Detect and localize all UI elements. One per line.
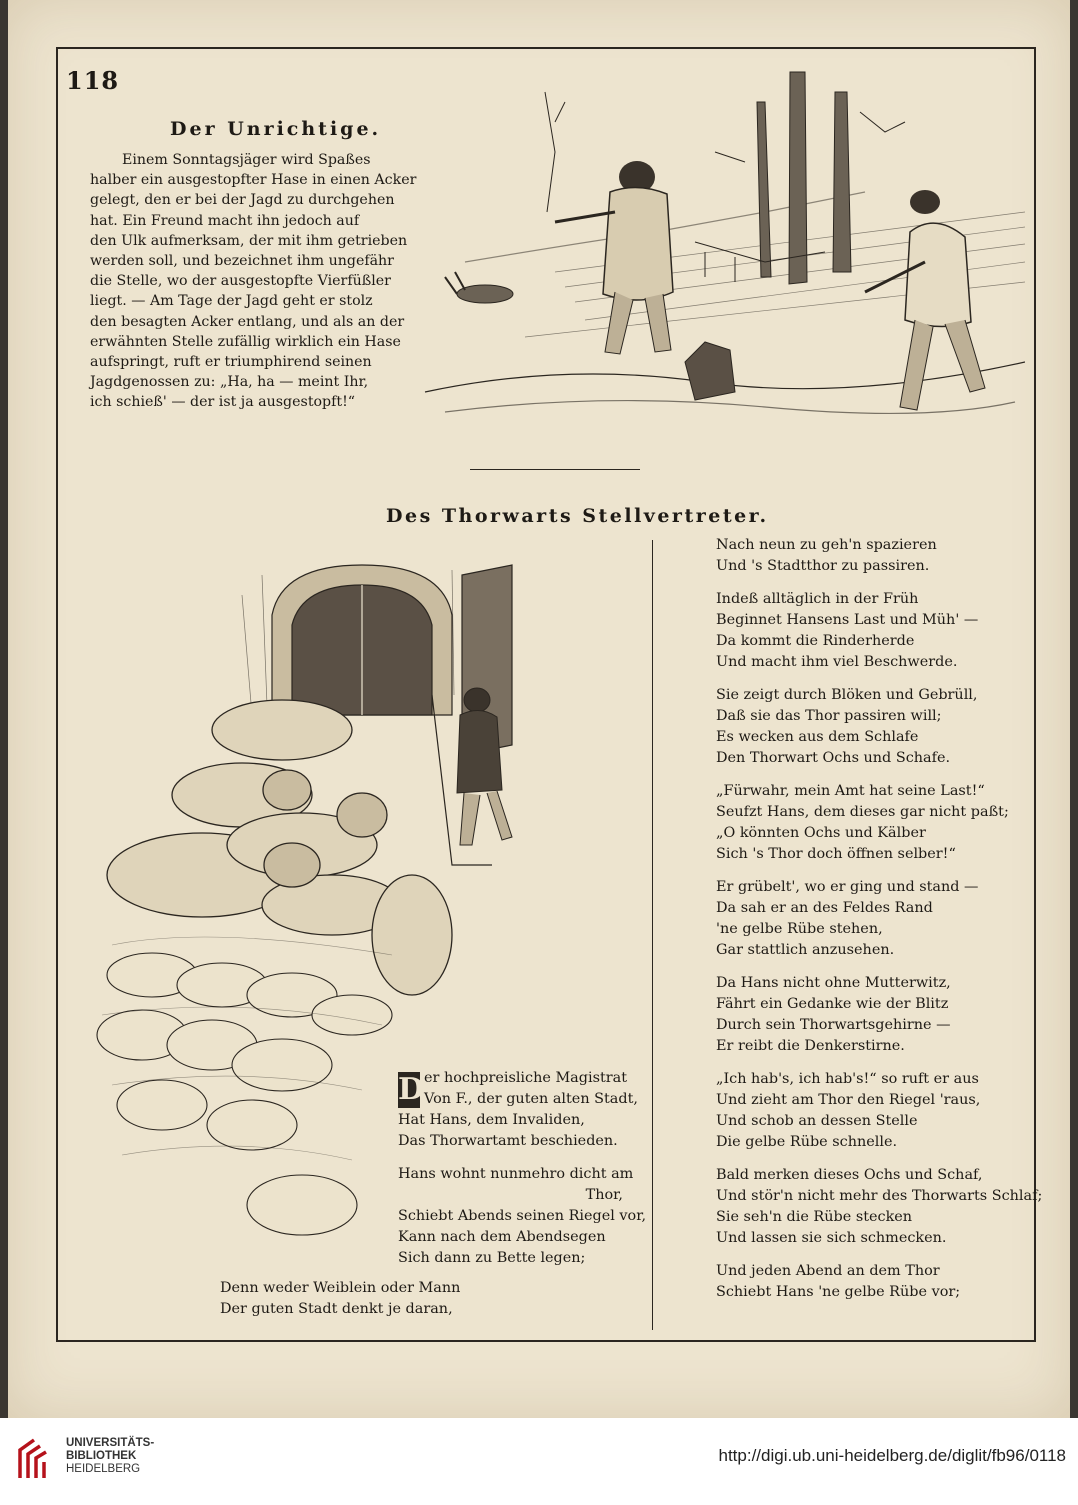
poem-line: Das Thorwartamt beschieden. — [398, 1133, 618, 1149]
poem-line: Schiebt Abends seinen Riegel vor, — [398, 1208, 647, 1224]
poem-line: Da kommt die Rinderherde — [716, 633, 915, 649]
poem-line: Nach neun zu geh'n spazieren — [716, 537, 937, 553]
poem-line: Gar stattlich anzusehen. — [716, 942, 895, 958]
poem-line: Sie seh'n die Rübe stecken — [716, 1209, 913, 1225]
hunter-figure-right — [865, 190, 985, 410]
library-name-line: UNIVERSITÄTS- — [66, 1437, 155, 1449]
poem-line: Durch sein Thorwartsgehirne — — [716, 1017, 951, 1033]
poem-line: Schiebt Hans 'ne gelbe Rübe vor; — [716, 1284, 961, 1300]
library-logo-icon[interactable] — [16, 1436, 62, 1482]
hunting-scene-illustration — [405, 62, 1025, 446]
hunter-figure-left — [555, 161, 673, 354]
drop-cap: D — [398, 1072, 425, 1107]
poem-line: Und macht ihm viel Beschwerde. — [716, 654, 958, 670]
poem-line: Und stör'n nicht mehr des Thorwarts Schlaf; — [716, 1188, 1043, 1204]
poem-line: Sich dann zu Bette legen; — [398, 1250, 586, 1266]
article-title-der-unrichtige: Der Unrichtige. — [170, 118, 382, 140]
text-line: werden soll, und bezeichnet ihm ungefähr — [90, 253, 394, 270]
poem-line: Den Thorwart Ochs und Schafe. — [716, 750, 951, 766]
permalink-url[interactable]: http://digi.ub.uni-heidelberg.de/diglit/fb96/0118 — [718, 1446, 1066, 1465]
text-line: gelegt, den er bei der Jagd zu durchgehen — [90, 192, 395, 209]
text-line: Einem Sonntagsjäger wird Spaßes — [122, 152, 371, 168]
poem-line: „Ich hab's, ich hab's!“ so ruft er aus — [716, 1071, 979, 1087]
poem-left-column-lower — [220, 1278, 620, 1320]
column-divider — [652, 540, 653, 1330]
poem-line: Er reibt die Denkerstirne. — [716, 1038, 905, 1054]
section-divider — [470, 469, 640, 470]
page-number: 118 — [66, 66, 120, 95]
text-line: liegt. — Am Tage der Jagd geht er stolz — [90, 293, 373, 310]
poem-line: Von F., der guten alten Stadt, — [424, 1091, 638, 1107]
text-line: erwähnten Stelle zufällig wirklich ein Hase — [90, 333, 401, 350]
poem-line: Und zieht am Thor den Riegel 'raus, — [716, 1092, 981, 1108]
poem-left-column-upper — [398, 1068, 647, 1269]
text-line: die Stelle, wo der ausgestopfte Vierfüßler — [90, 273, 391, 290]
poem-line: 'ne gelbe Rübe stehen, — [716, 921, 883, 937]
poem-line: Denn weder Weiblein oder Mann — [220, 1280, 461, 1296]
text-line: ich schieß' — der ist ja ausgestopft!“ — [90, 394, 356, 411]
poem-line: Und schob an dessen Stelle — [716, 1113, 918, 1129]
text-line: hat. Ein Freund macht ihn jedoch auf — [90, 212, 360, 229]
poem-line: er hochpreisliche Magistrat — [424, 1070, 627, 1086]
hare-figure — [445, 272, 513, 303]
poem-right-column — [716, 535, 1043, 1303]
poem-line: Thor, — [585, 1187, 623, 1203]
poem-line: „O könnten Ochs und Kälber — [716, 825, 926, 841]
article-text-der-unrichtige — [90, 150, 417, 413]
text-line: halber ein ausgestopfter Hase in einen Acker — [90, 172, 417, 189]
poem-line: Seufzt Hans, dem dieses gar nicht paßt; — [716, 804, 1009, 820]
poem-line: Da Hans nicht ohne Mutterwitz, — [716, 975, 951, 991]
poem-line: Und lassen sie sich schmecken. — [716, 1230, 947, 1246]
poem-line: Indeß alltäglich in der Früh — [716, 591, 919, 607]
poem-line: „Fürwahr, mein Amt hat seine Last!“ — [716, 783, 985, 799]
poem-line: Sich 's Thor doch öffnen selber!“ — [716, 846, 956, 862]
article-title-thorwart: Des Thorwarts Stellvertreter. — [386, 505, 769, 527]
poem-line: Hans wohnt nunmehro dicht am — [398, 1166, 634, 1182]
library-name-line: BIBLIOTHEK — [66, 1450, 137, 1462]
text-line: Jagdgenossen zu: „Ha, ha — meint Ihr, — [90, 374, 369, 391]
poem-line: Hat Hans, dem Invaliden, — [398, 1112, 585, 1128]
cattle-group — [107, 700, 452, 995]
poem-line: Daß sie das Thor passiren will; — [716, 708, 942, 724]
poem-line: Bald merken dieses Ochs und Schaf, — [716, 1167, 983, 1183]
poem-line: Sie zeigt durch Blöken und Gebrüll, — [716, 687, 978, 703]
text-line: den besagten Acker entlang, und als an der — [90, 313, 405, 330]
poem-line: Es wecken aus dem Schlafe — [716, 729, 919, 745]
sheep-flock — [97, 953, 392, 1235]
text-line: aufspringt, ruft er triumphirend seinen — [90, 354, 372, 371]
poem-line: Und jeden Abend an dem Thor — [716, 1263, 940, 1279]
poem-line: Und 's Stadtthor zu passiren. — [716, 558, 930, 574]
library-name-line: HEIDELBERG — [66, 1463, 141, 1475]
poem-line: Die gelbe Rübe schnelle. — [716, 1134, 898, 1150]
tree-stump — [685, 342, 735, 400]
poem-line: Kann nach dem Abendsegen — [398, 1229, 606, 1245]
text-line: den Ulk aufmerksam, der mit ihm getrieben — [90, 232, 408, 249]
poem-line: Der guten Stadt denkt je daran, — [220, 1301, 453, 1317]
library-name[interactable] — [66, 1437, 154, 1476]
poem-line: Da sah er an des Feldes Rand — [716, 900, 933, 916]
poem-line: Fährt ein Gedanke wie der Blitz — [716, 996, 949, 1012]
poem-line: Beginnet Hansens Last und Müh' — — [716, 612, 979, 628]
poem-line: Er grübelt', wo er ging und stand — — [716, 879, 979, 895]
